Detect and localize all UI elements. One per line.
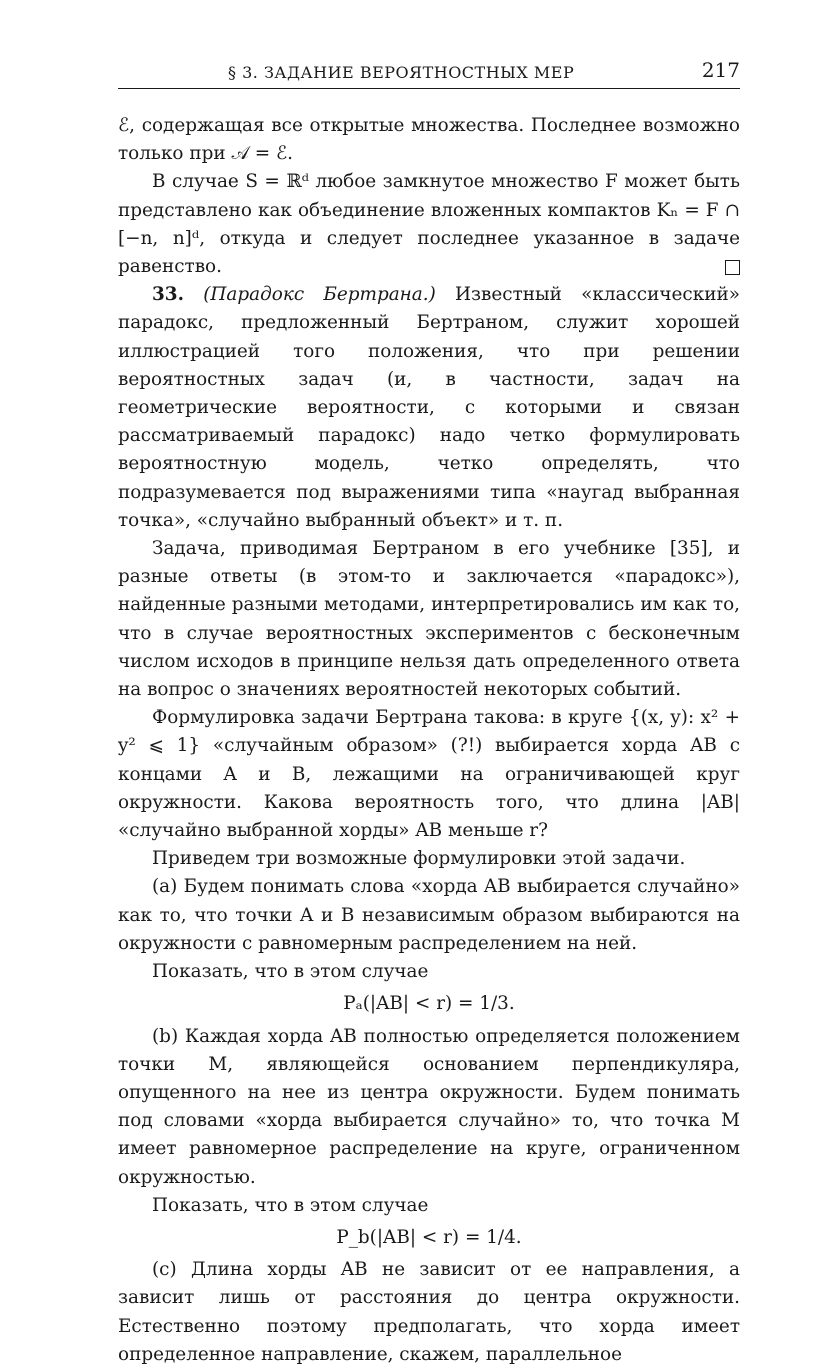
paragraph-proof-end	[118, 168, 740, 281]
paragraph-text: В случае S = ℝᵈ любое замкнутое множество F может быть представлено как объединение вложенных компактов Kₙ = F ∩ [−n, n]ᵈ, откуда и следует последнее указанное в задаче равенство.	[118, 171, 740, 278]
page-body	[118, 112, 740, 1369]
problem-number: 33.	[152, 284, 184, 306]
qed-square-icon	[725, 260, 740, 275]
page-number: 217	[701, 58, 740, 82]
paragraph-case-b: (b) Каждая хорда AB полностью определяется положением точки M, являющейся основанием перпендикуляра, опущенного на нее из центра окружности. Будем понимать под словами «хорда выбирается случайно» то, что точка M имеет равномерное распределение на круге, ограниченном окружностью.	[118, 1025, 740, 1188]
paragraph-continuation: ℰ, содержащая все открытые множества. Последнее возможно только при 𝒜 = ℰ.	[118, 115, 740, 165]
equation-b: P_b(|AB| < r) = 1/4.	[336, 1226, 522, 1248]
paragraph: Формулировка задачи Бертрана такова: в круге {(x, y): x² + y² ⩽ 1} «случайным образом» (?!) выбирается хорда AB с концами A и B, лежащими на ограничивающей круг окружности. Какова вероятность того, что длина |AB| «случайно выбранной хорды» AB меньше r?	[118, 707, 740, 842]
running-header	[118, 58, 740, 89]
paragraph: Задача, приводимая Бертраном в его учебнике [35], и разные ответы (в этом-то и заключается «парадокс»), найденные разными методами, интерпретировались им как то, что в случае вероятностных экспериментов с бесконечным числом исходов в принципе нельзя дать определенного ответа на вопрос о значениях вероятностей некоторых событий.	[118, 538, 740, 701]
section-title: § 3. ЗАДАНИЕ ВЕРОЯТНОСТНЫХ МЕР	[228, 63, 575, 82]
paragraph-case-c: (c) Длина хорды AB не зависит от ее направления, а зависит лишь от расстояния до центра окружности. Естественно поэтому предполагать, что хорда имеет определенное направление, скажем, параллельное	[118, 1259, 740, 1365]
paragraph-problem-33	[118, 281, 740, 535]
paragraph: Показать, что в этом случае	[152, 1194, 429, 1216]
paragraph: Приведем три возможные формулировки этой задачи.	[152, 848, 686, 870]
equation-a: Pₐ(|AB| < r) = 1/3.	[343, 993, 515, 1015]
paragraph-text: Известный «классический» парадокс, предложенный Бертраном, служит хорошей иллюстрацией того положения, что при решении вероятностных задач (и, в частности, задач на геометрические вероятности, с которыми и связан рассматриваемый парадокс) надо четко формулировать вероятностную модель, четко определять, что подразумевается под выражениями типа «наугад выбранная точка», «случайно выбранный объект» и т. п.	[118, 284, 740, 531]
paragraph-case-a: (a) Будем понимать слова «хорда AB выбирается случайно» как то, что точки A и B независимым образом выбираются на окружности с равномерным распределением на ней.	[118, 876, 740, 954]
paragraph: Показать, что в этом случае	[152, 961, 429, 983]
problem-title: (Парадокс Бертрана.)	[203, 284, 436, 306]
